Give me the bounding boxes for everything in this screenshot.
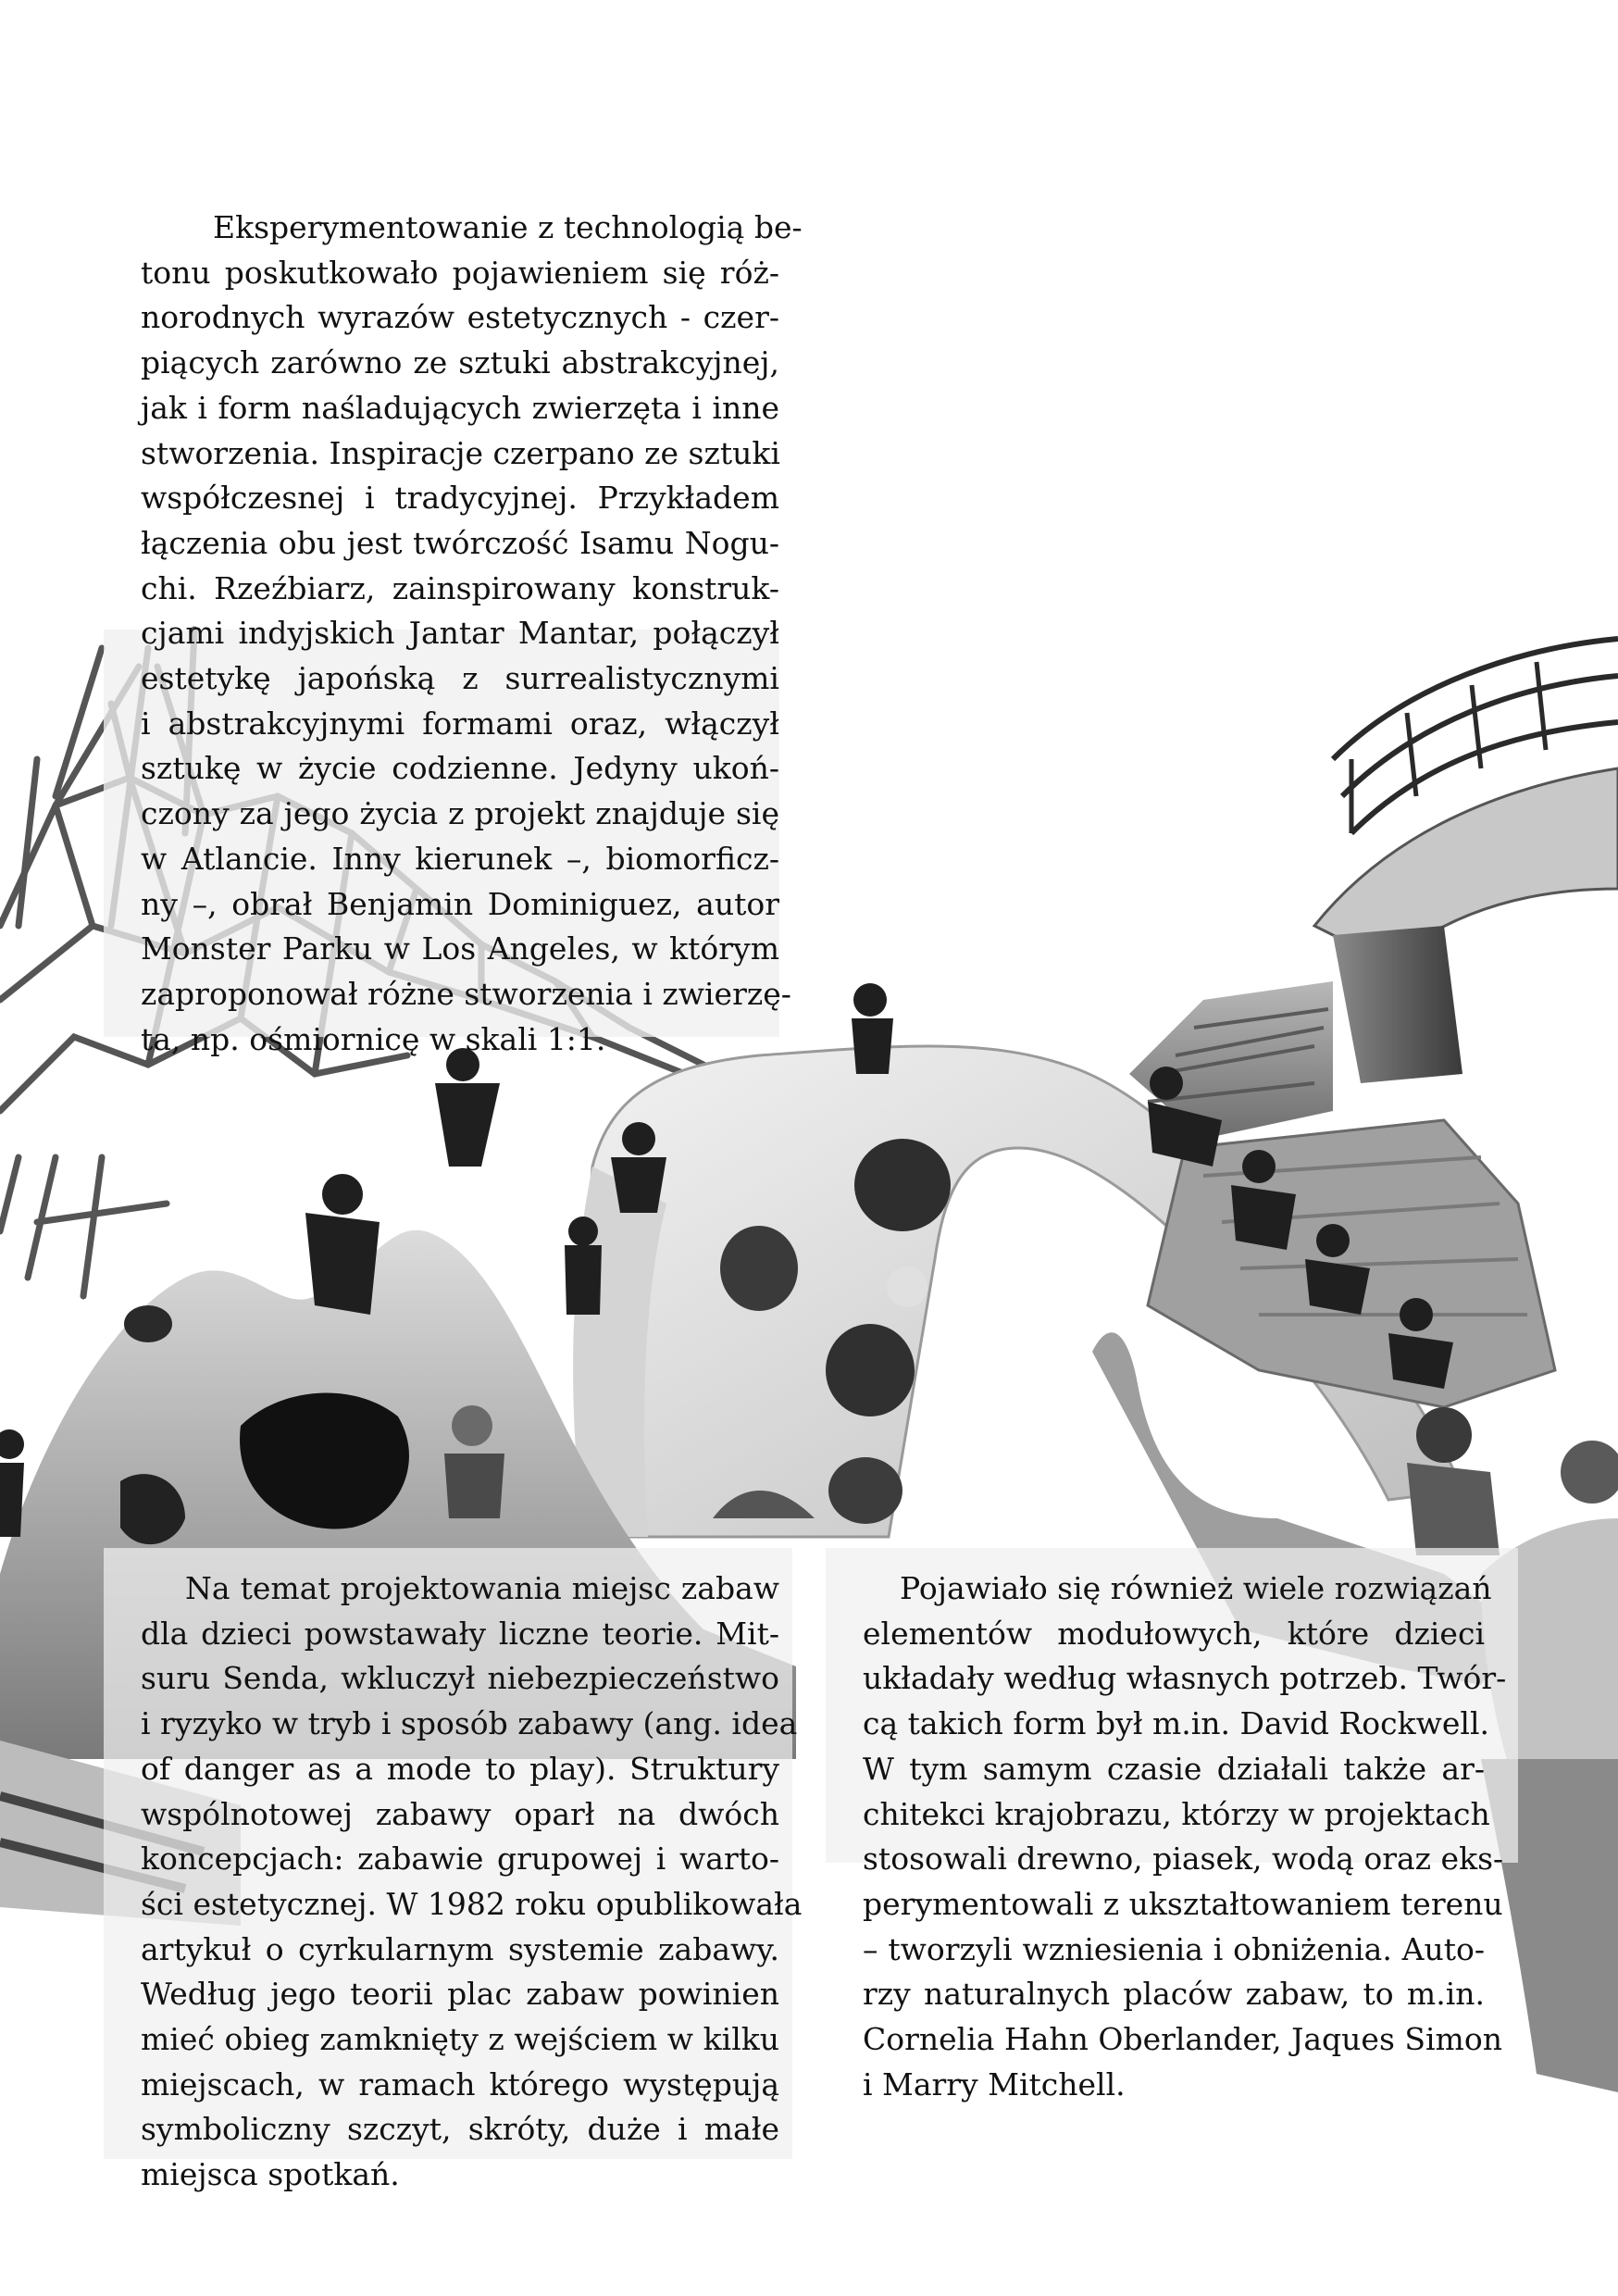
text-line: zaproponował różne stworzenia i zwierzę-: [141, 975, 791, 1012]
text-line: Eksperymentowanie z technologią be-: [213, 209, 803, 245]
text-line: ści estetycznej. W 1982 roku opublikowała: [141, 1885, 803, 1922]
text-line: Na temat projektowania miejsc zabaw: [185, 1570, 779, 1606]
text-line: współczesnej i tradycyjnej. Przykładem: [141, 480, 779, 517]
text-line: sztukę w życie codzienne. Jedyny ukoń-: [141, 750, 779, 787]
text-line: W tym samym czasie działali także ar-: [863, 1750, 1485, 1787]
text-line: estetykę japońską z surrealistycznymi: [141, 660, 779, 697]
text-line: jak i form naśladujących zwierzęta i inne: [141, 389, 779, 426]
text-line: piących zarówno ze sztuki abstrakcyjnej,: [141, 344, 779, 381]
text-line: perymentowali z ukształtowaniem terenu: [863, 1885, 1503, 1922]
text-line: w Atlancie. Inny kierunek –, biomorficz-: [141, 840, 779, 877]
text-line: i ryzyko w tryb i sposób zabawy (ang. idea: [141, 1705, 798, 1742]
text-line: rzy naturalnych placów zabaw, to m.in.: [863, 1976, 1485, 2013]
text-line: wspólnotowej zabawy oparł na dwóch: [141, 1795, 779, 1832]
text-line: Monster Parku w Los Angeles, w którym: [141, 930, 779, 967]
text-line: czony za jego życia z projekt znajduje się: [141, 795, 779, 832]
text-line: symboliczny szczyt, skróty, duże i małe: [141, 2111, 779, 2148]
text-line: miejscach, w ramach którego występują: [141, 2065, 779, 2103]
text-line: i Marry Mitchell.: [863, 2065, 1126, 2103]
bottom-right-paragraph: [863, 1566, 1507, 2107]
text-line: stworzenia. Inspiracje czerpano ze sztuki: [141, 434, 780, 471]
text-line: Według jego teorii plac zabaw powinien: [141, 1976, 779, 2013]
top-paragraph: [141, 206, 803, 1062]
text-line: chi. Rzeźbiarz, zainspirowany konstruk-: [141, 569, 779, 606]
text-line: dla dzieci powstawały liczne teorie. Mit-: [141, 1615, 779, 1652]
text-line: chitekci krajobrazu, którzy w projektach: [863, 1795, 1490, 1832]
text-line: norodnych wyrazów estetycznych - czer-: [141, 299, 779, 336]
text-line: Cornelia Hahn Oberlander, Jaques Simon: [863, 2021, 1502, 2058]
spiral-staircase-tower-icon: [1129, 639, 1618, 1407]
text-line: cjami indyjskich Jantar Mantar, połączył: [141, 615, 779, 652]
text-line: i abstrakcyjnymi formami oraz, włączył: [141, 705, 779, 742]
text-line: ta, np. ośmiornicę w skali 1:1.: [141, 1020, 606, 1057]
text-line: ny –, obrał Benjamin Dominiguez, autor: [141, 885, 779, 922]
top-text-block: [104, 206, 803, 1057]
text-line: – tworzyli wzniesienia i obniżenia. Auto-: [863, 1930, 1485, 1967]
text-line: mieć obieg zamknięty z wejściem w kilku: [141, 2021, 779, 2058]
text-line: tonu poskutkowało pojawieniem się róż-: [141, 254, 779, 291]
text-line: łączenia obu jest twórczość Isamu Nogu-: [141, 524, 779, 561]
text-line: koncepcjach: zabawie grupowej i warto-: [141, 1841, 779, 1878]
text-line: of danger as a mode to play). Struktury: [141, 1750, 779, 1787]
text-line: stosowali drewno, piasek, wodą oraz eks-: [863, 1841, 1504, 1878]
text-line: elementów modułowych, które dzieci: [863, 1615, 1485, 1652]
bottom-right-text-block: [826, 1548, 1518, 2103]
text-line: układały według własnych potrzeb. Twór-: [863, 1660, 1507, 1697]
text-line: Pojawiało się również wiele rozwiązań: [900, 1570, 1492, 1606]
bottom-left-text-block: [104, 1548, 803, 2193]
text-line: cą takich form był m.in. David Rockwell.: [863, 1705, 1490, 1742]
text-line: artykuł o cyrkularnym systemie zabawy.: [141, 1930, 779, 1967]
text-line: miejsca spotkań.: [141, 2156, 400, 2193]
bottom-left-paragraph: [141, 1566, 803, 2198]
text-line: suru Senda, wkluczył niebezpieczeństwo: [141, 1660, 779, 1697]
